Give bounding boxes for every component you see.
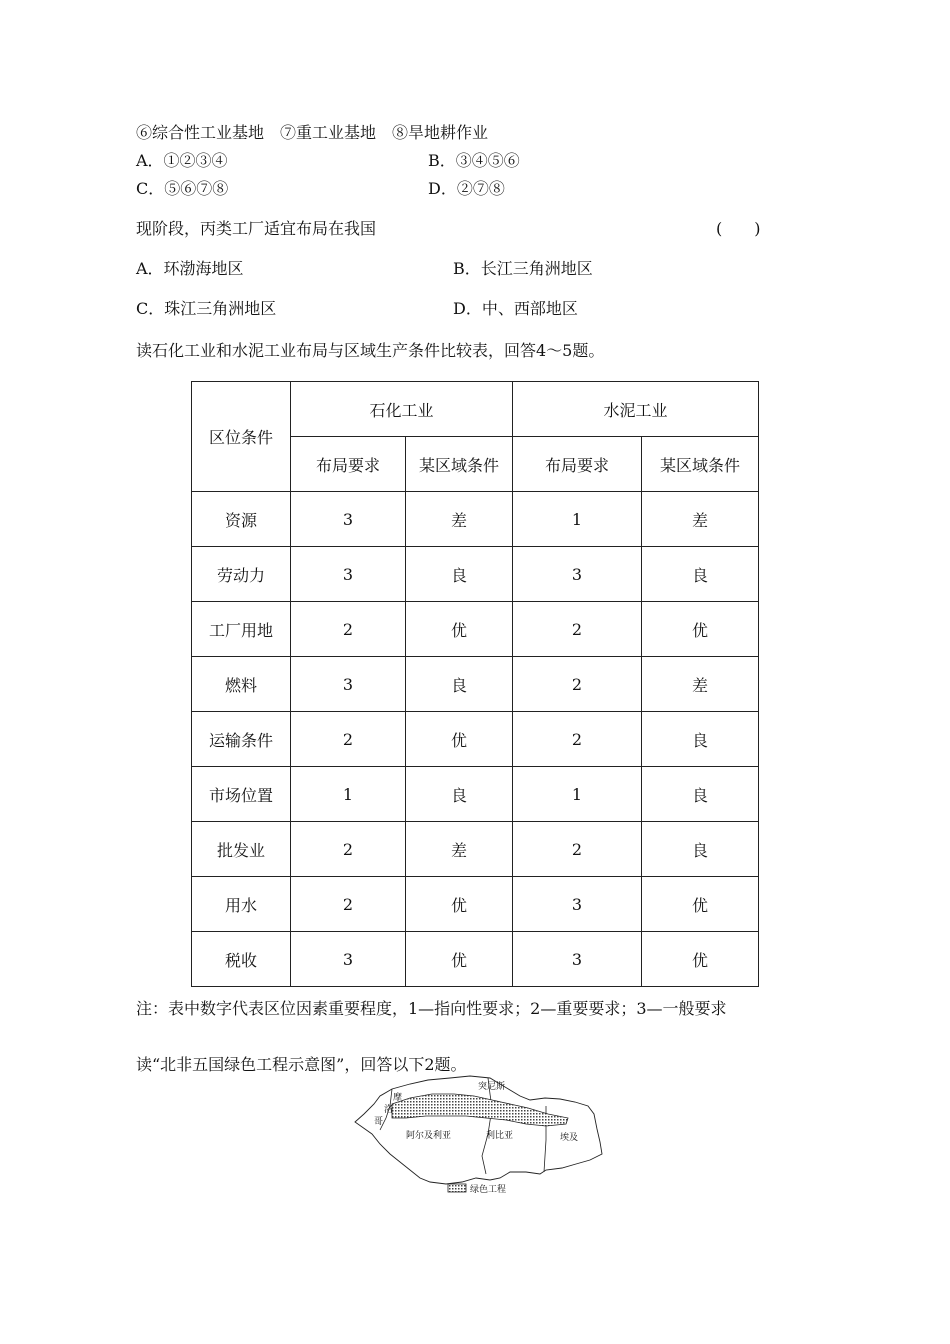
table-row	[192, 492, 759, 547]
table-cell: 2	[513, 602, 642, 657]
table-cell: 优	[642, 932, 759, 987]
legend-label: 绿色工程	[470, 1185, 507, 1195]
table-row	[192, 712, 759, 767]
label-morocco-3: 哥	[374, 1117, 384, 1127]
table-cell: 2	[291, 877, 406, 932]
option-d: D．②⑦⑧	[428, 179, 505, 198]
table-cell: 良	[406, 547, 513, 602]
factor-cell: 市场位置	[192, 767, 291, 822]
table-cell: 优	[642, 877, 759, 932]
factor-cell: 税收	[192, 932, 291, 987]
q3-option-b: B．长江三角洲地区	[453, 259, 593, 278]
table-cell: 良	[406, 767, 513, 822]
table-corner: 区位条件	[192, 382, 291, 492]
table-cell: 良	[642, 822, 759, 877]
table-cell: 2	[291, 822, 406, 877]
comparison-table	[191, 381, 759, 987]
table-cell: 3	[291, 932, 406, 987]
table-row	[192, 822, 759, 877]
subheader: 某区域条件	[642, 437, 759, 492]
table-cell: 3	[291, 547, 406, 602]
answer-parentheses: ( )	[716, 219, 761, 238]
table-cell: 3	[513, 547, 642, 602]
table-cell: 优	[406, 877, 513, 932]
table-cell: 良	[642, 547, 759, 602]
table-cell: 差	[406, 822, 513, 877]
question-stem: 现阶段，丙类工厂适宜布局在我国	[136, 219, 377, 238]
header-cement: 水泥工业	[513, 382, 759, 437]
table-row	[192, 932, 759, 987]
subheader: 某区域条件	[406, 437, 513, 492]
subheader: 布局要求	[513, 437, 642, 492]
option-a: A．①②③④	[136, 151, 228, 170]
table-cell: 优	[406, 932, 513, 987]
table-cell: 优	[406, 712, 513, 767]
table-row	[192, 767, 759, 822]
table-cell: 3	[291, 492, 406, 547]
q3-option-d: D．中、西部地区	[453, 299, 578, 318]
table-cell: 2	[513, 712, 642, 767]
label-algeria: 阿尔及利亚	[406, 1131, 452, 1141]
table-note: 注：表中数字代表区位因素重要程度，1—指向性要求；2—重要要求；3—一般要求	[136, 999, 727, 1018]
table-row	[192, 602, 759, 657]
table-cell: 3	[513, 932, 642, 987]
table-cell: 1	[513, 492, 642, 547]
table-cell: 良	[642, 767, 759, 822]
header-petrochemical: 石化工业	[291, 382, 513, 437]
table-cell: 1	[513, 767, 642, 822]
factor-cell: 运输条件	[192, 712, 291, 767]
table-cell: 1	[291, 767, 406, 822]
table-row	[192, 547, 759, 602]
table-cell: 优	[642, 602, 759, 657]
factor-cell: 用水	[192, 877, 291, 932]
table-intro: 读石化工业和水泥工业布局与区域生产条件比较表，回答4～5题。	[136, 341, 605, 360]
subheader: 布局要求	[291, 437, 406, 492]
table-cell: 3	[291, 657, 406, 712]
table-cell: 良	[642, 712, 759, 767]
table-cell: 2	[513, 657, 642, 712]
table-row	[192, 877, 759, 932]
table-row	[192, 657, 759, 712]
table-cell: 2	[291, 712, 406, 767]
label-morocco-2: 洛	[384, 1105, 394, 1115]
factor-cell: 工厂用地	[192, 602, 291, 657]
table-cell: 良	[406, 657, 513, 712]
legend-swatch	[448, 1184, 466, 1192]
table-cell: 3	[513, 877, 642, 932]
table-cell: 2	[513, 822, 642, 877]
factor-cell: 批发业	[192, 822, 291, 877]
q3-option-c: C．珠江三角洲地区	[136, 299, 277, 318]
label-morocco-1: 摩	[393, 1093, 403, 1103]
factor-cell: 燃料	[192, 657, 291, 712]
table-cell: 优	[406, 602, 513, 657]
factor-cell: 资源	[192, 492, 291, 547]
table-cell: 差	[406, 492, 513, 547]
option-c: C．⑤⑥⑦⑧	[136, 179, 229, 198]
table-cell: 2	[291, 602, 406, 657]
factor-cell: 劳动力	[192, 547, 291, 602]
label-tunisia: 突尼斯	[478, 1082, 506, 1092]
label-egypt: 埃及	[560, 1133, 579, 1143]
label-libya: 利比亚	[486, 1131, 514, 1141]
table-cell: 差	[642, 657, 759, 712]
option-b: B．③④⑤⑥	[428, 151, 520, 170]
map-intro: 读“北非五国绿色工程示意图”，回答以下2题。	[136, 1055, 467, 1074]
north-africa-map	[350, 1074, 605, 1199]
q3-option-a: A．环渤海地区	[136, 259, 244, 278]
options-line-1: ⑥综合性工业基地 ⑦重工业基地 ⑧旱地耕作业	[136, 123, 489, 142]
table-cell: 差	[642, 492, 759, 547]
